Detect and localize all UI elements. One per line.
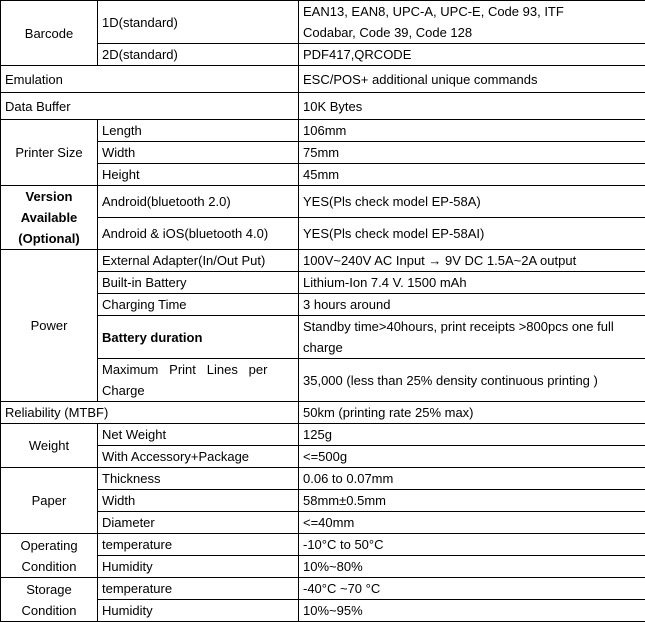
battery-duration-value-line2: charge	[303, 337, 641, 358]
table-row	[1, 164, 645, 186]
table-row	[1, 490, 645, 512]
net-weight-value: 125g	[299, 424, 645, 446]
barcode-1d-value-line1: EAN13, EAN8, UPC-A, UPC-E, Code 93, ITF	[303, 1, 641, 22]
data-buffer-value: 10K Bytes	[299, 93, 645, 120]
diameter-label: Diameter	[98, 512, 299, 534]
table-row	[1, 468, 645, 490]
length-label: Length	[98, 120, 299, 142]
table-row	[1, 250, 645, 272]
operating-condition-label	[1, 534, 98, 578]
battery-duration-value	[299, 316, 645, 359]
battery-value: Lithium-Ion 7.4 V. 1500 mAh	[299, 272, 645, 294]
barcode-1d-value-line2: Codabar, Code 39, Code 128	[303, 22, 641, 43]
max-print-lines-label-line2: Charge	[102, 380, 294, 401]
table-row	[1, 1, 645, 44]
storage-temperature-value: -40°C ~70 °C	[299, 578, 645, 600]
table-row	[1, 556, 645, 578]
operating-humidity-value: 10%~80%	[299, 556, 645, 578]
adapter-value: 100V~240V AC Input → 9V DC 1.5A~2A output	[299, 250, 645, 272]
width-label: Width	[98, 142, 299, 164]
paper-width-label: Width	[98, 490, 299, 512]
version-label-line2: Available	[5, 207, 93, 228]
table-row	[1, 402, 645, 424]
storage-temperature-label: temperature	[98, 578, 299, 600]
table-row	[1, 534, 645, 556]
max-print-lines-value: 35,000 (less than 25% density continuous printing )	[299, 359, 645, 402]
operating-temperature-label: temperature	[98, 534, 299, 556]
paper-width-value: 58mm±0.5mm	[299, 490, 645, 512]
android-bt2-value: YES(Pls check model EP-58A)	[299, 186, 645, 218]
storage-condition-label	[1, 578, 98, 622]
table-row	[1, 44, 645, 66]
reliability-value: 50km (printing rate 25% max)	[299, 402, 645, 424]
table-row	[1, 272, 645, 294]
emulation-value: ESC/POS+ additional unique commands	[299, 66, 645, 93]
storage-humidity-value: 10%~95%	[299, 600, 645, 622]
barcode-label: Barcode	[1, 1, 98, 66]
charging-time-label: Charging Time	[98, 294, 299, 316]
version-label-line3: (Optional)	[5, 228, 93, 249]
table-row	[1, 446, 645, 468]
storage-label-line2: Condition	[5, 600, 93, 621]
height-label: Height	[98, 164, 299, 186]
thickness-value: 0.06 to 0.07mm	[299, 468, 645, 490]
width-value: 75mm	[299, 142, 645, 164]
version-label-line1: Version	[5, 186, 93, 207]
operating-temperature-value: -10°C to 50°C	[299, 534, 645, 556]
length-value: 106mm	[299, 120, 645, 142]
android-ios-bt4-label: Android & iOS(bluetooth 4.0)	[98, 218, 299, 250]
diameter-value: <=40mm	[299, 512, 645, 534]
table-row	[1, 512, 645, 534]
max-print-lines-label	[98, 359, 299, 402]
table-row	[1, 218, 645, 250]
table-row	[1, 66, 645, 93]
table-row	[1, 578, 645, 600]
charging-time-value: 3 hours around	[299, 294, 645, 316]
net-weight-label: Net Weight	[98, 424, 299, 446]
android-ios-bt4-value: YES(Pls check model EP-58AI)	[299, 218, 645, 250]
battery-duration-value-line1: Standby time>40hours, print receipts >800pcs one full	[303, 316, 641, 337]
table-row	[1, 600, 645, 622]
emulation-label: Emulation	[1, 66, 299, 93]
operating-label-line1: Operating	[5, 535, 93, 556]
max-print-lines-label-line1: Maximum Print Lines per	[102, 359, 294, 380]
accessory-weight-value: <=500g	[299, 446, 645, 468]
data-buffer-label: Data Buffer	[1, 93, 299, 120]
operating-humidity-label: Humidity	[98, 556, 299, 578]
table-row	[1, 294, 645, 316]
table-row	[1, 120, 645, 142]
height-value: 45mm	[299, 164, 645, 186]
table-row	[1, 359, 645, 402]
table-row	[1, 93, 645, 120]
table-row	[1, 142, 645, 164]
version-label	[1, 186, 98, 250]
barcode-2d-value: PDF417,QRCODE	[299, 44, 645, 66]
adapter-label: External Adapter(In/Out Put)	[98, 250, 299, 272]
barcode-2d-label: 2D(standard)	[98, 44, 299, 66]
barcode-1d-value	[299, 1, 645, 44]
operating-label-line2: Condition	[5, 556, 93, 577]
storage-label-line1: Storage	[5, 579, 93, 600]
android-bt2-label: Android(bluetooth 2.0)	[98, 186, 299, 218]
table-row	[1, 424, 645, 446]
printer-size-label: Printer Size	[1, 120, 98, 186]
power-label: Power	[1, 250, 98, 402]
accessory-weight-label: With Accessory+Package	[98, 446, 299, 468]
thickness-label: Thickness	[98, 468, 299, 490]
barcode-1d-label: 1D(standard)	[98, 1, 299, 44]
paper-label: Paper	[1, 468, 98, 534]
storage-humidity-label: Humidity	[98, 600, 299, 622]
table-row	[1, 316, 645, 359]
weight-label: Weight	[1, 424, 98, 468]
reliability-label: Reliability (MTBF)	[1, 402, 299, 424]
battery-duration-label: Battery duration	[98, 316, 299, 359]
table-row	[1, 186, 645, 218]
battery-label: Built-in Battery	[98, 272, 299, 294]
